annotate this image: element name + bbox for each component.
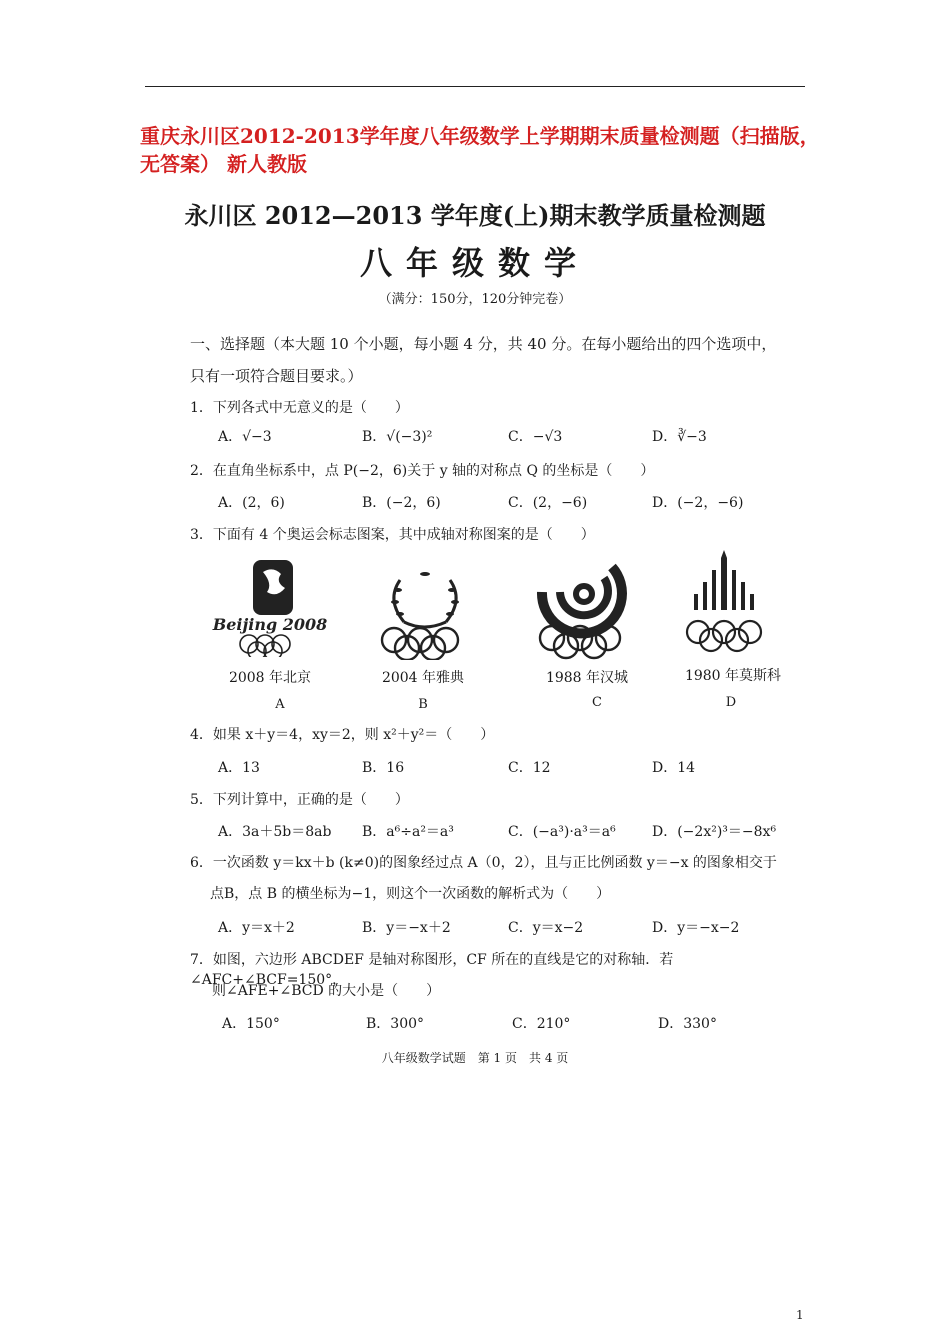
- question-5-stem: 5．下列计算中，正确的是（ ）: [190, 792, 409, 808]
- q1-option-b: B．√(−3)²: [362, 429, 433, 445]
- q1-option-c: C．−√3: [508, 429, 563, 445]
- olympic-rings-icon: [240, 635, 290, 657]
- logo-a-caption: 2008 年北京: [228, 670, 312, 686]
- page-footer: 八年级数学试题 第 1 页 共 4 页: [381, 1051, 569, 1065]
- athens-2004-emblem: [360, 560, 490, 660]
- q5-option-b: B．a⁶÷a²＝a³: [362, 824, 454, 840]
- q6-option-b: B．y＝−x＋2: [362, 920, 451, 936]
- seoul-1988-emblem: [522, 552, 652, 660]
- q2-option-a: A．(2，6): [218, 495, 285, 511]
- olympic-rings-icon: [382, 628, 458, 660]
- question-4-stem: 4．如果 x＋y＝4，xy＝2，则 x²＋y²＝（ ）: [190, 727, 495, 743]
- question-1-stem: 1．下列各式中无意义的是（ ）: [190, 400, 409, 416]
- samtaeguk-swirl-icon: [542, 567, 622, 633]
- q1-option-d: D．∛−3: [652, 429, 707, 445]
- q7-option-c: C．210°: [512, 1016, 571, 1032]
- logo-d-caption: 1980 年莫斯科: [684, 668, 782, 684]
- kremlin-tower-icon: [694, 550, 754, 610]
- exam-title: 永川区 2012—2013 学年度(上)期末教学质量检测题: [184, 201, 766, 230]
- q5-option-c: C．(−a³)·a³＝a⁶: [508, 824, 616, 840]
- q2-option-c: C．(2，−6): [508, 495, 588, 511]
- logo-b-caption: 2004 年雅典: [381, 670, 465, 686]
- q2-option-d: D．(−2，−6): [652, 495, 744, 511]
- q5-option-d: D．(−2x²)³＝−8x⁶: [652, 824, 777, 840]
- q6-option-d: D．y＝−x−2: [652, 920, 740, 936]
- question-6-stem: 6．一次函数 y＝kx＋b (k≠0)的图象经过点 A（0，2），且与正比例函数 y＝−x 的图象相交于: [190, 855, 777, 871]
- logo-b-letter: B: [418, 697, 428, 712]
- q7-option-a: A．150°: [222, 1016, 280, 1032]
- question-7-stem: 7．如图，六边形 ABCDEF 是轴对称图形，CF 所在的直线是它的对称轴．若∠AFC+∠BCF=150°，: [190, 952, 674, 988]
- logo-d-letter: D: [725, 695, 737, 710]
- q4-option-c: C．12: [508, 760, 551, 776]
- q6-option-c: C．y＝x−2: [508, 920, 584, 936]
- section-heading: 一、选择题（本大题 10 个小题，每小题 4 分，共 40 分。在每小题给出的四个选项中，只有一项符合题目要求。）: [190, 335, 777, 385]
- olive-wreath-icon: [394, 580, 456, 627]
- olympic-rings-icon: [687, 621, 761, 651]
- page-number: 1: [796, 1308, 804, 1322]
- logo-c-caption: 1988 年汉城: [545, 670, 629, 686]
- beijing-2008-emblem: [205, 552, 335, 657]
- q1-option-a: A．√−3: [218, 429, 272, 445]
- exam-note: （满分：150分，120分钟完卷）: [378, 292, 572, 307]
- exam-subtitle: 八年级数学: [359, 244, 590, 282]
- document-title: 重庆永川区2012-2013学年度八年级数学上学期期末质量检测题（扫描版，无答案） 新人教版: [140, 124, 820, 176]
- logo-c-letter: C: [592, 695, 602, 710]
- q4-option-a: A．13: [218, 760, 260, 776]
- beijing-wordmark: Beijing 2008: [212, 615, 328, 634]
- q2-option-b: B．(−2，6): [362, 495, 441, 511]
- q4-option-b: B．16: [362, 760, 405, 776]
- moscow-1980-emblem: [672, 546, 802, 658]
- question-2-stem: 2．在直角坐标系中，点 P(−2，6)关于 y 轴的对称点 Q 的坐标是（ ）: [190, 463, 655, 479]
- q6-option-a: A．y＝x＋2: [218, 920, 295, 936]
- q7-option-b: B．300°: [366, 1016, 425, 1032]
- question-7-stem-cont: 则∠AFE+∠BCD 的大小是（ ）: [212, 983, 441, 999]
- q7-option-d: D．330°: [658, 1016, 717, 1032]
- logo-a-letter: A: [275, 697, 285, 712]
- header-rule: [145, 86, 805, 87]
- question-3-stem: 3．下面有 4 个奥运会标志图案，其中成轴对称图案的是（ ）: [190, 527, 595, 543]
- q4-option-d: D．14: [652, 760, 696, 776]
- q5-option-a: A．3a＋5b＝8ab: [218, 824, 332, 840]
- question-6-stem-cont: 点B，点 B 的横坐标为−1，则这个一次函数的解析式为（ ）: [210, 886, 611, 902]
